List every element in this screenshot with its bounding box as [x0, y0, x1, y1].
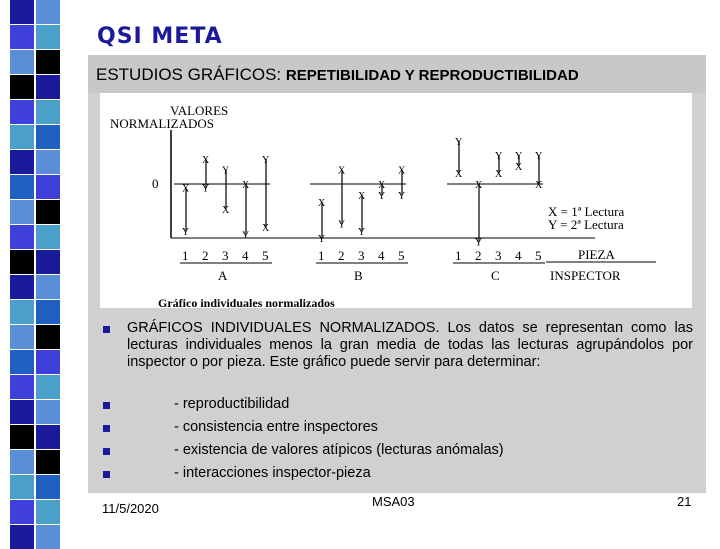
decorative-square [36, 200, 60, 224]
decorative-square [10, 375, 34, 399]
decorative-square [10, 400, 34, 424]
list-item: - reproductibilidad [174, 396, 290, 412]
piece-number-label: 2 [475, 248, 482, 263]
bullet-marker [103, 326, 110, 333]
decorative-square [10, 25, 34, 49]
chart-ylabel-line1: VALORES [170, 103, 229, 118]
point-x-marker: X [318, 198, 326, 209]
logo-qsi: QSI [97, 24, 143, 49]
bullet-marker [103, 471, 110, 478]
point-x-marker: X [535, 180, 543, 191]
decorative-square [10, 425, 34, 449]
company-logo [97, 24, 223, 49]
decorative-square [36, 225, 60, 249]
bullet-marker [103, 402, 110, 409]
point-y-marker: Y [475, 237, 483, 249]
piece-number-label: 4 [515, 248, 522, 263]
point-y-marker: Y [535, 151, 543, 163]
point-x-marker: X [338, 165, 346, 177]
point-y-marker: Y [338, 219, 346, 231]
decorative-square [36, 75, 60, 99]
piece-number-label: 3 [358, 248, 365, 263]
point-y-marker: Y [182, 226, 190, 238]
decorative-square [10, 200, 34, 224]
list-item: - existencia de valores atípicos (lecturas anómalas) [174, 442, 504, 458]
decorative-square [36, 300, 60, 324]
list-item: - consistencia entre inspectores [174, 419, 378, 435]
chart-zero-label: 0 [152, 176, 159, 191]
piece-number-label: 4 [242, 248, 249, 263]
point-y-marker: Y [515, 151, 523, 163]
decorative-square [10, 125, 34, 149]
decorative-square [10, 50, 34, 74]
point-x-marker: X [262, 223, 270, 235]
legend-line2: Y = 2ª Lectura [548, 217, 624, 232]
slide-title [96, 65, 579, 85]
point-y-marker: Y [378, 190, 386, 202]
decorative-square [36, 250, 60, 274]
logo-meta: META [151, 24, 223, 49]
decorative-square [36, 125, 60, 149]
decorative-square [36, 150, 60, 174]
decorative-square [10, 325, 34, 349]
point-x-marker: X [222, 205, 230, 217]
point-x-marker: X [182, 183, 190, 195]
point-y-marker: Y [222, 165, 230, 177]
point-y-marker: Y [455, 136, 463, 148]
piece-number-label: 1 [182, 248, 189, 263]
decorative-square [36, 400, 60, 424]
footer-page-number: 21 [677, 494, 692, 509]
decorative-square [36, 350, 60, 374]
bullet-marker [103, 448, 110, 455]
decorative-square [10, 75, 34, 99]
point-x-marker: X [378, 180, 386, 191]
piece-number-label: 3 [495, 248, 502, 263]
point-x-marker: X [202, 154, 210, 166]
decorative-square [36, 375, 60, 399]
decorative-square [36, 500, 60, 524]
footer-date: 11/5/2020 [102, 501, 159, 516]
decorative-square [36, 25, 60, 49]
point-y-marker: Y [495, 151, 503, 163]
inspector-label: INSPECTOR [550, 268, 621, 283]
decorative-square [10, 225, 34, 249]
chart-x-labels [180, 248, 545, 283]
legend-line1: X = 1ª Lectura [548, 204, 625, 219]
point-x-marker: X [475, 180, 483, 191]
decorative-square [10, 525, 34, 549]
piece-number-label: 1 [455, 248, 462, 263]
piece-number-label: 3 [222, 248, 229, 263]
decorative-square [10, 450, 34, 474]
chart-marks [174, 137, 543, 249]
decorative-square [10, 175, 34, 199]
decorative-square [36, 325, 60, 349]
decorative-left-strip [0, 0, 64, 540]
decorative-square [10, 0, 34, 24]
title-main: ESTUDIOS GRÁFICOS: [96, 65, 282, 84]
point-x-marker: X [515, 162, 523, 173]
decorative-square [36, 475, 60, 499]
piece-number-label: 2 [202, 248, 209, 263]
piece-number-label: 5 [398, 248, 405, 263]
point-x-marker: X [242, 180, 250, 191]
decorative-square [10, 350, 34, 374]
point-x-marker: X [398, 165, 406, 177]
body-paragraph: GRÁFICOS INDIVIDUALES NORMALIZADOS. Los datos se representan como las lecturas individuales menos la gran media de todas las lecturas agrupándolos por inspector o por pieza. Este gráfico puede servir para determinar: [127, 320, 693, 370]
point-y-marker: Y [202, 183, 210, 195]
inspector-group-label: B [354, 268, 363, 283]
point-y-marker: Y [242, 230, 250, 242]
piece-number-label: 2 [338, 248, 345, 263]
decorative-square [10, 275, 34, 299]
decorative-square [36, 0, 60, 24]
title-sub: REPETIBILIDAD Y REPRODUCTIBILIDAD [285, 67, 579, 84]
point-y-marker: Y [318, 234, 326, 245]
decorative-square [10, 475, 34, 499]
list-item: - interacciones inspector-pieza [174, 465, 371, 481]
decorative-square [36, 100, 60, 124]
decorative-square [10, 150, 34, 174]
inspector-group-label: C [491, 268, 500, 283]
footer-code: MSA03 [372, 494, 415, 509]
point-x-marker: X [455, 169, 463, 181]
decorative-square [10, 100, 34, 124]
decorative-square [10, 500, 34, 524]
inspector-group-label: A [218, 268, 228, 283]
decorative-square [36, 525, 60, 549]
decorative-square [36, 275, 60, 299]
decorative-square [36, 50, 60, 74]
point-y-marker: Y [358, 226, 366, 238]
piece-number-label: 5 [535, 248, 542, 263]
pieza-label: PIEZA [578, 247, 615, 262]
chart-caption: Gráfico individuales normalizados [158, 296, 335, 308]
decorative-square [36, 450, 60, 474]
chart-ylabel-line2: NORMALIZADOS [110, 116, 214, 131]
point-y-marker: Y [398, 190, 406, 202]
point-y-marker: Y [262, 154, 270, 166]
decorative-square [36, 425, 60, 449]
normalized-individuals-chart [100, 93, 692, 308]
point-x-marker: X [495, 169, 503, 181]
point-x-marker: X [358, 190, 366, 202]
piece-number-label: 1 [318, 248, 325, 263]
piece-number-label: 4 [378, 248, 385, 263]
piece-number-label: 5 [262, 248, 269, 263]
decorative-square [10, 300, 34, 324]
decorative-square [36, 175, 60, 199]
decorative-square [10, 250, 34, 274]
bullet-marker [103, 425, 110, 432]
